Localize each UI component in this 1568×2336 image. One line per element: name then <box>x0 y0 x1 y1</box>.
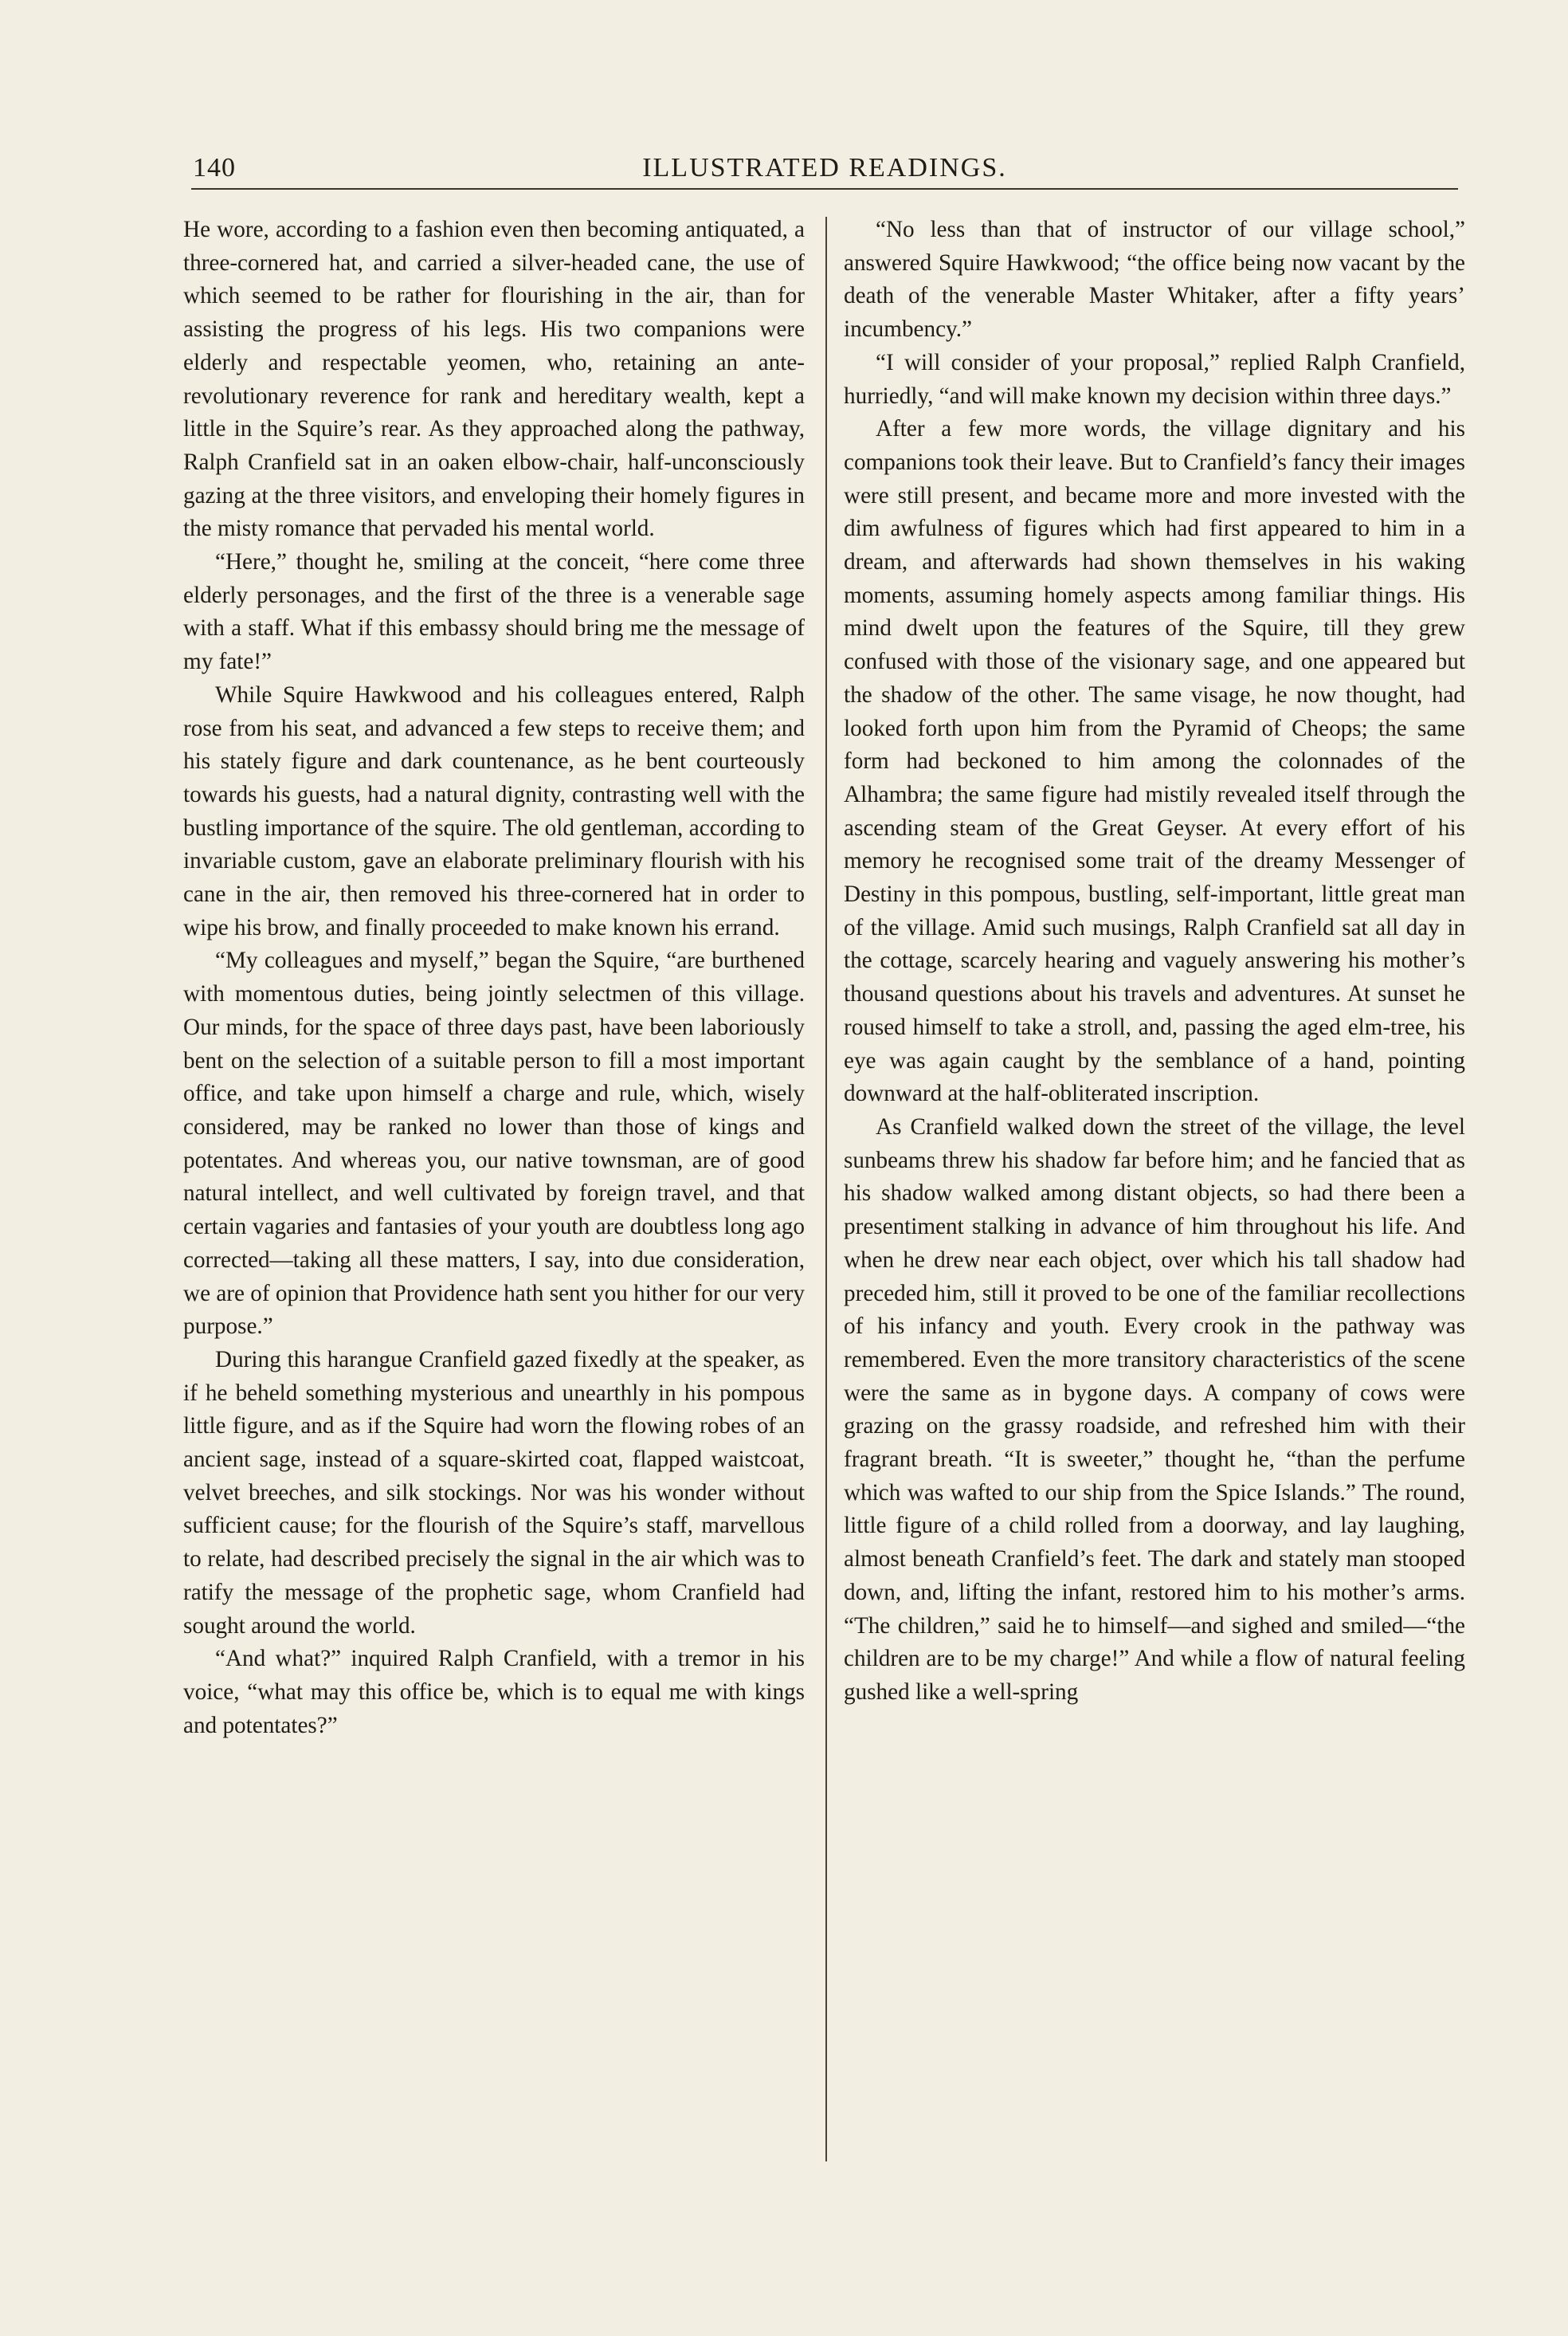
paragraph: He wore, according to a fashion even then becoming antiquated, a three-cornered hat, and carried a silver-headed cane, the use of which seemed to be rather for flourishing in the air, than for assisting the progress of his legs. His two companions were elderly and respectable yeomen, who, retaining an ante-revolutionary reverence for rank and hereditary wealth, kept a little in the Squire’s rear. As they approached along the pathway, Ralph Cranfield sat in an oaken elbow-chair, half-unconsciously gazing at the three visitors, and enveloping their homely figures in the misty romance that pervaded his mental world. <box>183 217 805 542</box>
left-column <box>183 214 805 2158</box>
paragraph: As Cranfield walked down the street of the village, the level sunbeams threw his shadow far before him; and he fancied that as his shadow walked among distant objects, so had there been a presentiment stalking in advance of him throughout his life. And when he drew near each object, over which his tall shadow had preceded him, still it proved to be one of the familiar recollections of his infancy and youth. Every crook in the pathway was remembered. Even the more transitory characteristics of the scene were the same as in bygone days. A company of cows were grazing on the grassy roadside, and refreshed him with their fragrant breath. “It is sweeter,” thought he, “than the perfume which was wafted to our ship from the Spice Islands.” The round, little figure of a child rolled from a doorway, and lay laughing, almost beneath Cranfield’s feet. The dark and stately man stooped down, and, lifting the infant, restored him to his mother’s arms. “The children,” said he to himself—and sighed and smiled—“the children are to be my charge!” And while a flow of natural feeling gushed like a well-spring <box>844 1113 1465 1705</box>
right-column <box>844 214 1465 2158</box>
running-title: ILLUSTRATED READINGS. <box>642 153 1007 183</box>
page-number: 140 <box>193 153 236 183</box>
page-header <box>191 150 1458 190</box>
column-divider <box>825 217 827 2161</box>
paragraph: “Here,” thought he, smiling at the conceit, “here come three elderly personages, and the first of the three is a venerable sage with a staff. What if this embassy should bring me the message of my fate!” <box>183 549 805 675</box>
paragraph: After a few more words, the village dignitary and his companions took their leave. But to Cranfield’s fancy their images were still present, and became more and more invested with the dim awfulness of figures which had first appeared to him in a dream, and afterwards had shown themselves in his waking moments, assuming homely aspects among familiar things. His mind dwelt upon the features of the Squire, till they grew confused with those of the visionary sage, and one appeared but the shadow of the other. The same visage, he now thought, had looked forth upon him from the Pyramid of Cheops; the same form had beckoned to him among the colonnades of the Alhambra; the same figure had mistily revealed itself through the ascending steam of the Great Geyser. At every effort of his memory he recognised some trait of the dreamy Messenger of Destiny in this pompous, bustling, self-important, little great man of the village. Amid such musings, Ralph Cranfield sat all day in the cottage, scarcely hearing and vaguely answering his mother’s thousand questions about his travels and adventures. At sunset he roused himself to take a stroll, and, passing the aged elm-tree, his eye was again caught by the semblance of a hand, pointing downward at the half-obliterated inscription. <box>844 416 1465 1107</box>
paragraph: “I will consider of your proposal,” replied Ralph Cranfield, hurriedly, “and will make known my decision within three days.” <box>844 349 1465 409</box>
paragraph: “And what?” inquired Ralph Cranfield, with a tremor in his voice, “what may this office be, which is to equal me with kings and potentates?” <box>183 1646 805 1738</box>
paragraph: While Squire Hawkwood and his colleagues entered, Ralph rose from his seat, and advanced a few steps to receive them; and his stately figure and dark countenance, as he bent courteously towards his guests, had a natural dignity, contrasting well with the bustling importance of the squire. The old gentleman, according to invariable custom, gave an elaborate preliminary flourish with his cane in the air, then removed his three-cornered hat in order to wipe his brow, and finally proceeded to make known his errand. <box>183 681 805 940</box>
paragraph: During this harangue Cranfield gazed fixedly at the speaker, as if he beheld something mysterious and unearthly in his pompous little figure, and as if the Squire had worn the flowing robes of an ancient sage, instead of a square-skirted coat, flapped waistcoat, velvet breeches, and silk stockings. Nor was his wonder without sufficient cause; for the flourish of the Squire’s staff, marvellous to relate, had described precisely the signal in the air which was to ratify the message of the prophetic sage, whom Cranfield had sought around the world. <box>183 1346 805 1639</box>
paragraph: “No less than that of instructor of our village school,” answered Squire Hawkwood; “the office being now vacant by the death of the venerable Master Whitaker, after a fifty years’ incumbency.” <box>844 217 1465 343</box>
paragraph: “My colleagues and myself,” began the Squire, “are burthened with momentous duties, being jointly selectmen of this village. Our minds, for the space of three days past, have been laboriously bent on the selection of a suitable person to fill a most important office, and take upon himself a charge and rule, which, wisely considered, may be ranked no lower than those of kings and potentates. And whereas you, our native townsman, are of good natural intellect, and well cultivated by foreign travel, and that certain vagaries and fantasies of your youth are doubtless long ago corrected—taking all these matters, I say, into due consideration, we are of opinion that Providence hath sent you hither for our very purpose.” <box>183 948 805 1340</box>
